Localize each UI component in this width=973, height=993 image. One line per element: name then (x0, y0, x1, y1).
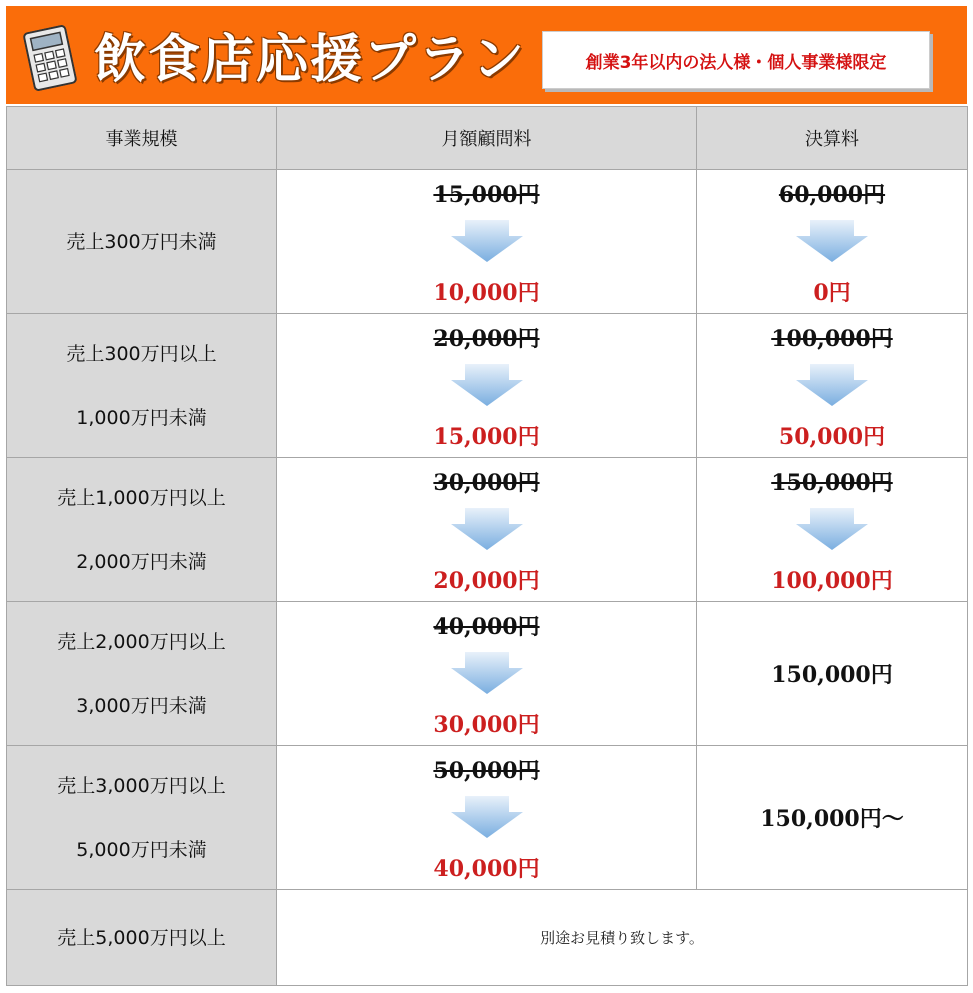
table-row (7, 314, 968, 458)
quote-note: 別途お見積り致します。 (277, 890, 968, 986)
arrow-down-icon (451, 652, 523, 694)
original-price: 15,000円 (433, 182, 540, 208)
discounted-price: 100,000円 (771, 568, 893, 594)
monthly-fee-cell (277, 458, 697, 602)
discounted-price: 30,000円 (433, 712, 540, 738)
arrow-down-icon (451, 796, 523, 838)
business-scale-cell (7, 314, 277, 458)
header-settlement-fee: 決算料 (697, 107, 968, 170)
header-banner (6, 6, 967, 104)
table-row (7, 170, 968, 314)
settlement-fee-cell: 150,000円～ (697, 746, 968, 890)
original-price: 150,000円 (771, 470, 893, 496)
original-price: 20,000円 (433, 326, 540, 352)
arrow-down-icon (796, 508, 868, 550)
settlement-fee-cell (697, 170, 968, 314)
original-price: 100,000円 (771, 326, 893, 352)
scale-label: 売上3,000万円以上 (57, 774, 226, 797)
discounted-price: 40,000円 (433, 856, 540, 882)
header-monthly-fee: 月額顧問料 (277, 107, 697, 170)
discounted-price: 15,000円 (433, 424, 540, 450)
settlement-fee-cell (697, 458, 968, 602)
scale-label: 売上300万円未満 (66, 230, 217, 253)
arrow-down-icon (451, 364, 523, 406)
arrow-down-icon (796, 364, 868, 406)
table-row (7, 602, 968, 746)
original-price: 40,000円 (433, 614, 540, 640)
settlement-fee-cell (697, 314, 968, 458)
scale-label: 売上5,000万円以上 (57, 926, 226, 949)
scale-label: 2,000万円未満 (76, 550, 207, 573)
original-price: 50,000円 (433, 758, 540, 784)
scale-label: 3,000万円未満 (76, 694, 207, 717)
table-header-row (7, 107, 968, 170)
calculator-icon (22, 24, 78, 92)
discounted-price: 0円 (813, 280, 851, 306)
eligibility-badge: 創業3年以内の法人様・個人事業様限定 (542, 31, 930, 89)
monthly-fee-cell (277, 170, 697, 314)
original-price: 60,000円 (778, 182, 886, 208)
arrow-down-icon (451, 220, 523, 262)
scale-label: 5,000万円未満 (76, 838, 207, 861)
business-scale-cell (7, 458, 277, 602)
business-scale-cell (7, 746, 277, 890)
monthly-fee-cell (277, 314, 697, 458)
business-scale-cell (7, 890, 277, 986)
monthly-fee-cell (277, 746, 697, 890)
discounted-price: 50,000円 (778, 424, 886, 450)
scale-label: 1,000万円未満 (76, 406, 207, 429)
arrow-down-icon (451, 508, 523, 550)
discounted-price: 10,000円 (433, 280, 540, 306)
scale-label: 売上300万円以上 (66, 342, 217, 365)
discounted-price: 20,000円 (433, 568, 540, 594)
scale-label: 売上1,000万円以上 (57, 486, 226, 509)
scale-label: 売上2,000万円以上 (57, 630, 226, 653)
table-row (7, 458, 968, 602)
monthly-fee-cell (277, 602, 697, 746)
settlement-fee-cell: 150,000円 (697, 602, 968, 746)
table-row (7, 746, 968, 890)
original-price: 30,000円 (433, 470, 540, 496)
table-row (7, 890, 968, 986)
arrow-down-icon (796, 220, 868, 262)
business-scale-cell (7, 602, 277, 746)
header-business-scale: 事業規模 (7, 107, 277, 170)
pricing-table (6, 106, 968, 986)
page-title: 飲食店応援プラン (94, 30, 527, 90)
business-scale-cell (7, 170, 277, 314)
